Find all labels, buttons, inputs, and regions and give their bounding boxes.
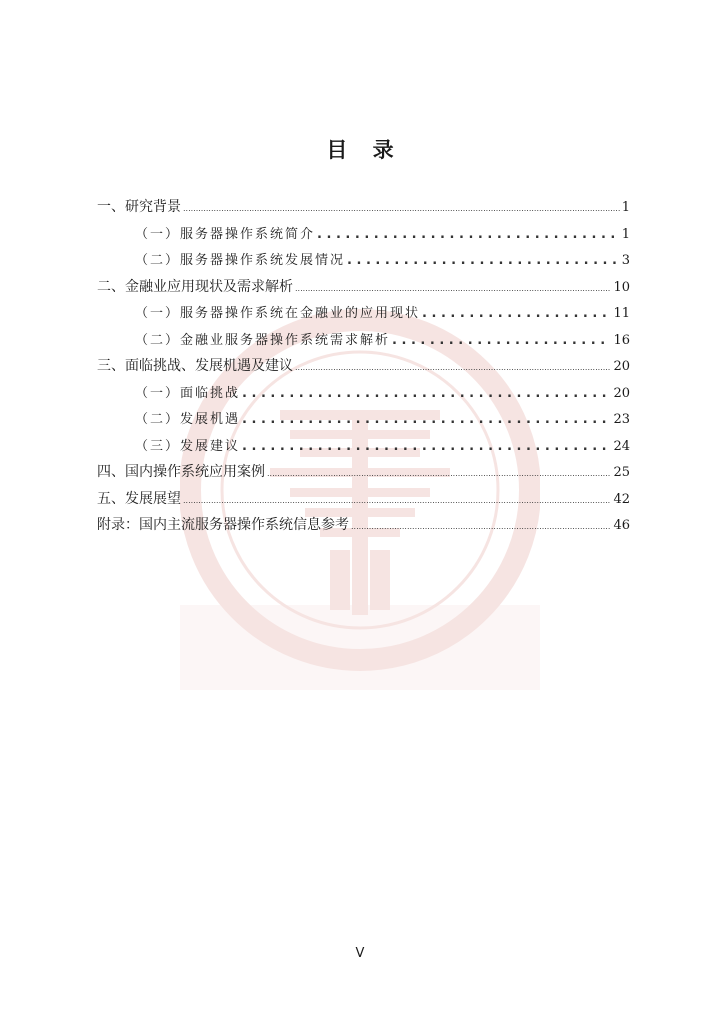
dot-leader xyxy=(183,491,611,507)
toc-entry-title: （二）金融业服务器操作系统需求解析 xyxy=(135,332,391,348)
dot-leader xyxy=(242,386,611,401)
dot-leader xyxy=(295,279,611,295)
toc-entry-title: （一）面临挑战 xyxy=(135,385,241,401)
toc-entry-page-number: 42 xyxy=(613,491,630,507)
toc-title: 目 录 xyxy=(326,138,394,162)
dot-leader xyxy=(392,333,611,348)
toc-section-entry[interactable] xyxy=(97,223,630,250)
toc-entry-title: （三）发展建议 xyxy=(135,438,241,454)
toc-entry-title: 附录：国内主流服务器操作系统信息参考 xyxy=(97,517,349,533)
toc-entry-page-number: 46 xyxy=(613,518,630,533)
toc-section-entry[interactable] xyxy=(97,382,630,409)
toc-entry-page-number: 20 xyxy=(613,385,630,401)
toc-entry-page-number: 16 xyxy=(613,332,630,348)
toc-chapter-entry[interactable] xyxy=(97,514,630,541)
toc-entry-page-number: 10 xyxy=(613,279,630,295)
toc-entry-title: （一）服务器操作系统简介 xyxy=(135,226,316,242)
toc-entry-page-number: 23 xyxy=(613,412,630,427)
toc-section-entry[interactable] xyxy=(97,408,630,435)
dot-leader xyxy=(295,358,611,374)
toc-chapter-entry[interactable] xyxy=(97,276,630,303)
toc-entry-title: 五、发展展望 xyxy=(97,490,181,507)
toc-section-entry[interactable] xyxy=(97,435,630,462)
toc-entry-title: 一、研究背景 xyxy=(97,199,181,215)
dot-leader xyxy=(242,412,611,427)
table-of-contents xyxy=(97,196,630,541)
toc-entry-page-number: 1 xyxy=(621,226,630,242)
dot-leader xyxy=(351,517,611,533)
toc-entry-page-number: 25 xyxy=(613,465,630,480)
toc-entry-title: 三、面临挑战、发展机遇及建议 xyxy=(97,358,293,374)
dot-leader xyxy=(317,227,620,242)
toc-section-entry[interactable] xyxy=(97,302,630,329)
dot-leader xyxy=(422,306,611,321)
toc-section-entry[interactable] xyxy=(97,329,630,356)
page-number: V xyxy=(355,946,365,961)
toc-entry-title: （二）发展机遇 xyxy=(135,412,241,427)
toc-entry-page-number: 3 xyxy=(621,253,630,268)
toc-section-entry[interactable] xyxy=(97,249,630,276)
toc-chapter-entry[interactable] xyxy=(97,355,630,382)
toc-entry-page-number: 20 xyxy=(613,359,630,374)
toc-chapter-entry[interactable] xyxy=(97,461,630,488)
toc-entry-page-number: 11 xyxy=(613,306,630,321)
dot-leader xyxy=(347,253,620,268)
dot-leader xyxy=(183,199,620,215)
toc-entry-page-number: 24 xyxy=(613,438,630,454)
dot-leader xyxy=(267,464,611,480)
toc-entry-title: （二）服务器操作系统发展情况 xyxy=(135,253,346,268)
toc-entry-title: （一）服务器操作系统在金融业的应用现状 xyxy=(135,306,421,321)
toc-entry-title: 四、国内操作系统应用案例 xyxy=(97,464,265,480)
toc-chapter-entry[interactable] xyxy=(97,196,630,223)
dot-leader xyxy=(242,439,611,454)
toc-entry-page-number: 1 xyxy=(621,200,630,215)
toc-chapter-entry[interactable] xyxy=(97,488,630,515)
toc-entry-title: 二、金融业应用现状及需求解析 xyxy=(97,278,293,295)
